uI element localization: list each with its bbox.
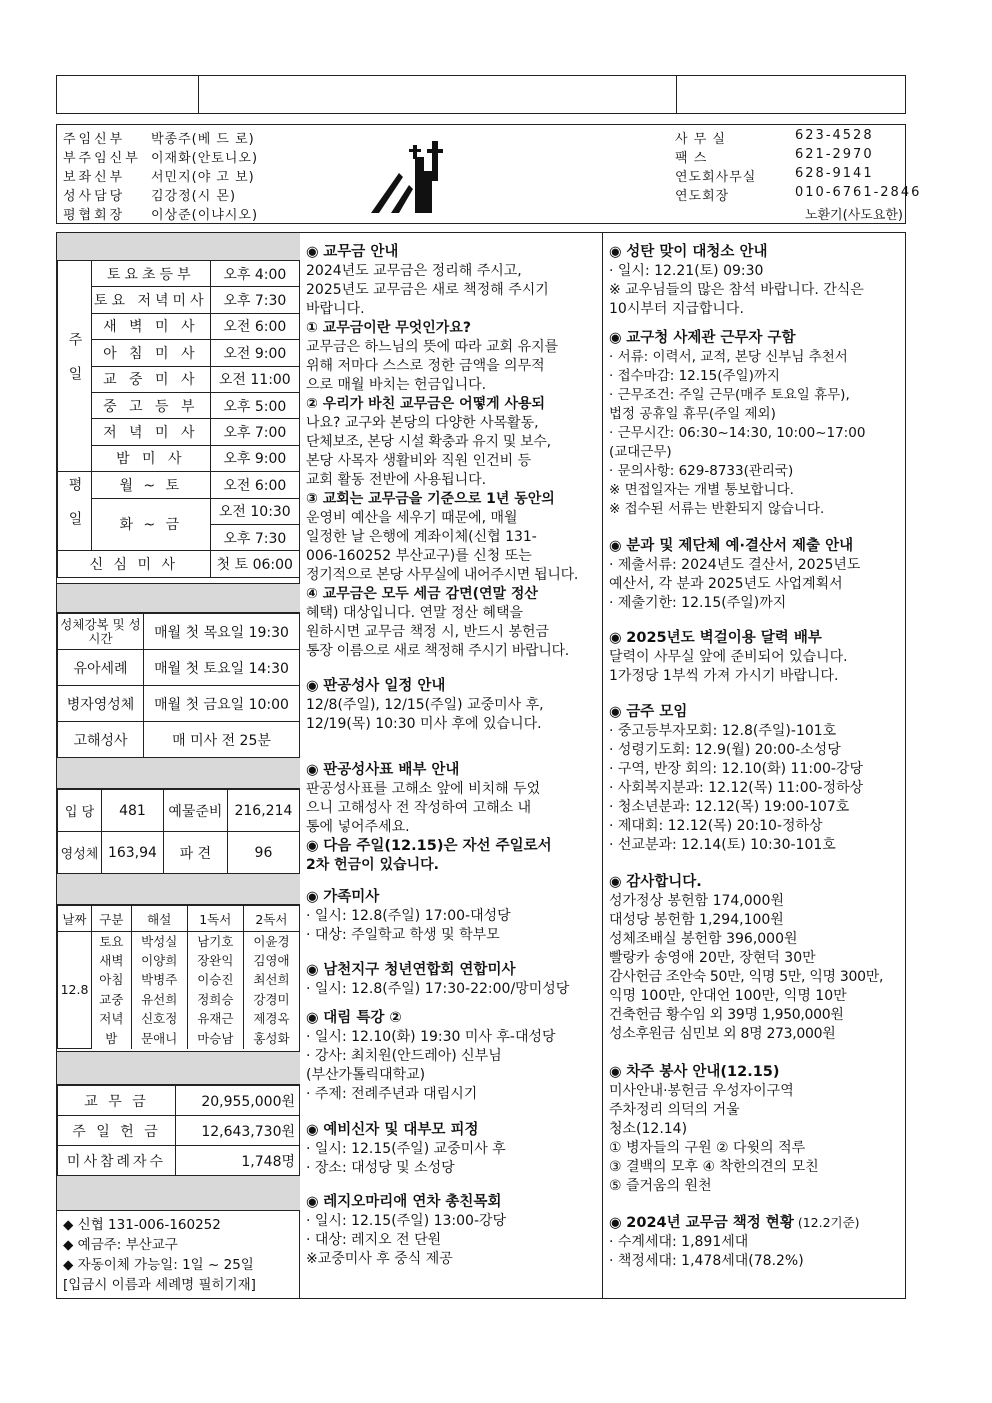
notice-title: ◉ 감사합니다.: [609, 873, 901, 892]
mass-name: 새 벽 미 사: [92, 313, 211, 339]
staff-name: 김강정(시 몬): [151, 189, 237, 204]
notice-section: [609, 537, 901, 613]
notice-section: [609, 243, 901, 319]
staff-row: [63, 185, 236, 204]
stats-cell: 입 당: [58, 790, 102, 832]
notice-title-note: (12.2기준): [797, 1215, 860, 1230]
notice-line: ② 우리가 바친 교무금은 어떻게 사용되: [306, 396, 546, 412]
liturgy-cell: 이승진: [187, 971, 243, 991]
offering-heading: [57, 1051, 300, 1085]
notice-line: 법정 공휴일 휴무(주일 제외): [609, 406, 776, 422]
notice-line: 통장 이름으로 새로 책정해 주시기 바랍니다.: [306, 643, 569, 659]
notice-line: 감사헌금 조안숙 50만, 익명 5만, 익명 300만,: [609, 969, 884, 985]
account-line: ◆ 자동이체 가능일: 1일 ~ 25일: [63, 1257, 254, 1273]
sacrament-row: [58, 722, 300, 758]
notice-line: · 근무시간: 06:30~14:30, 10:00~17:00: [609, 425, 866, 441]
bulletin-date: [57, 76, 199, 113]
stats-cell: 예물준비: [163, 790, 227, 832]
staff-name: 이상준(이냐시오): [151, 208, 259, 223]
notice-line: · 구역, 반장 회의: 12.10(화) 11:00-강당: [609, 761, 863, 777]
notice-title: ◉ 레지오마리애 연차 총친목회: [306, 1193, 598, 1212]
notice-line: 운영비 예산을 세우기 때문에, 매월: [306, 510, 518, 526]
mass-times-heading: [57, 233, 300, 261]
liturgy-cell: 신호정: [131, 1010, 187, 1030]
notice-line: · 수계세대: 1,891세대: [609, 1234, 749, 1250]
offering-value: 20,955,000원: [176, 1086, 300, 1116]
mass-name: 밤 미 사: [92, 445, 211, 471]
notice-line: (교대근무): [609, 444, 672, 460]
notice-line: 성소후원금 심민보 외 8명 273,000원: [609, 1026, 836, 1042]
notice-line: 본당 사목자 생활비와 직원 인건비 등: [306, 453, 532, 469]
staff-name: 이재화(안토니오): [151, 151, 259, 166]
mass-time: 첫 토 06:00: [210, 551, 299, 577]
mass-time: 오전 9:00: [210, 340, 299, 366]
church-logo-icon: [369, 137, 459, 217]
notice-line: ⑤ 즐거움의 원천: [609, 1178, 712, 1194]
notice-title: ◉ 교구청 사제관 근무자 구함: [609, 329, 901, 348]
stats-cell: 파 견: [163, 832, 227, 874]
notice-line: 2025년도 교무금은 새로 책정해 주시기: [306, 282, 549, 298]
mass-time: 오후 7:00: [210, 419, 299, 445]
sacrament-name: 병자영성체: [58, 686, 144, 722]
liturgy-cell: 최선희: [243, 971, 299, 991]
office-row: [675, 166, 903, 185]
notice-line: 예산서, 각 분과 2025년도 사업계획서: [609, 576, 843, 592]
account-line: ◆ 예금주: 부산교구: [63, 1237, 178, 1253]
liturgy-cell: 유재근: [187, 1010, 243, 1030]
liturgy-cell: 유선희: [131, 990, 187, 1010]
notice-title: ◉ 판공성사 일정 안내: [306, 677, 598, 696]
notice-line: 성가정상 봉헌함 174,000원: [609, 893, 784, 909]
mass-name: 중 고 등 부: [92, 392, 211, 418]
liturgy-cell: 토요: [92, 932, 132, 952]
mass-name: 화 ~ 금: [92, 498, 211, 551]
mass-name: 신 심 미 사: [58, 551, 211, 577]
notice-line: · 강사: 최치원(안드레아) 신부님: [306, 1048, 502, 1064]
left-column: [57, 233, 300, 1298]
liturgy-row: [58, 932, 300, 952]
liturgical-week: [677, 76, 905, 113]
stats-cell: 96: [227, 832, 299, 874]
liturgy-cell: 교중: [92, 990, 132, 1010]
mass-row: [58, 445, 300, 471]
liturgy-row: [58, 1029, 300, 1049]
notice-line: (부산가톨릭대학교): [306, 1067, 426, 1083]
church-info-block: [56, 124, 922, 224]
liturgy-cell: 박성실: [131, 932, 187, 952]
notice-line: 빨랑카 송영애 20만, 장현덕 30만: [609, 950, 816, 966]
sacrament-row: [58, 686, 300, 722]
notice-title: ◉ 분과 및 제단체 예·결산서 제출 안내: [609, 537, 901, 556]
mass-time: 오후 5:00: [210, 392, 299, 418]
sacrament-name: 성체강복 및 성시간: [58, 614, 144, 650]
staff-role: 성사담당: [63, 189, 126, 204]
office-value: 621-2970: [795, 147, 874, 162]
mass-name: 교 중 미 사: [92, 366, 211, 392]
office-label: 팩 스: [675, 151, 708, 166]
mass-row: [58, 366, 300, 392]
staff-row: [63, 128, 255, 147]
notice-line: ④ 교무금은 모두 세금 감면(연말 정산: [306, 586, 538, 602]
notice-section: [306, 1009, 598, 1104]
notice-line: · 제출기한: 12.15(주일)까지: [609, 595, 787, 611]
notice-title: ◉ 금주 모임: [609, 703, 901, 722]
liturgy-row: [58, 951, 300, 971]
notice-line: 건축헌금 황수임 외 39명 1,950,000원: [609, 1007, 844, 1023]
notice-line: 나요? 교구와 본당의 다양한 사목활동,: [306, 415, 539, 431]
sacrament-time: 매월 첫 목요일 19:30: [144, 614, 300, 650]
notice-section: [609, 703, 901, 855]
mass-time: 오후 9:00: [210, 445, 299, 471]
mass-name: 아 침 미 사: [92, 340, 211, 366]
notice-line: 혜택) 대상입니다. 연말 정산 혜택을: [306, 605, 524, 621]
offering-row: [58, 1086, 300, 1116]
notice-line: 006-160252 부산교구)를 신청 또는: [306, 548, 532, 564]
mass-time: 오후 4:00: [210, 261, 299, 287]
notice-line: 으로 매월 바치는 헌금입니다.: [306, 377, 487, 393]
mass-time: 오전 6:00: [210, 472, 299, 498]
notice-line: · 대상: 레지오 전 단원: [306, 1232, 442, 1248]
offering-row: [58, 1146, 300, 1176]
notice-line: · 선교분과: 12.14(토) 10:30-101호: [609, 837, 836, 853]
notice-line: · 문의사항: 629-8733(관리국): [609, 463, 794, 479]
offering-table: [57, 1085, 300, 1176]
notice-line: · 대상: 주일학교 학생 및 학부모: [306, 927, 500, 943]
staff-role: 부주임신부: [63, 151, 141, 166]
stats-row: [58, 832, 300, 874]
notice-section: [306, 243, 598, 661]
notice-section: [609, 329, 901, 519]
liturgy-cell: 문애니: [131, 1029, 187, 1049]
notice-line: ③ 교회는 교무금을 기준으로 1년 동안의: [306, 491, 555, 507]
liturgy-heading: [57, 873, 300, 905]
offering-value: 1,748명: [176, 1146, 300, 1176]
stats-heading: [57, 757, 300, 789]
notice-line: 주차정리 의덕의 거울: [609, 1102, 740, 1118]
notice-title: ◉ 남천지구 청년연합회 연합미사: [306, 961, 598, 980]
liturgy-header: 해설: [131, 906, 187, 932]
notice-line: · 일시: 12.21(토) 09:30: [609, 263, 764, 279]
liturgy-row: [58, 1010, 300, 1030]
liturgy-cell: 마승남: [187, 1029, 243, 1049]
sacrament-heading: [57, 583, 300, 613]
liturgy-table: [57, 905, 300, 1049]
notice-section: [306, 1193, 598, 1269]
sacrament-time: 매 미사 전 25분: [144, 722, 300, 758]
notice-line: 교무금은 하느님의 뜻에 따라 교회 유지를: [306, 339, 559, 355]
notice-line: 일정한 날 은행에 계좌이체(신협 131-: [306, 529, 537, 545]
mass-time: 오전 10:30: [210, 498, 299, 524]
mass-name: 저 녁 미 사: [92, 419, 211, 445]
liturgy-cell: 박병주: [131, 971, 187, 991]
notice-line: 으니 고해성사 전 작성하여 고해소 내: [306, 800, 532, 816]
notice-line: 원하시면 교무금 책정 시, 반드시 봉헌금: [306, 624, 550, 640]
staff-row: [63, 204, 258, 223]
staff-row: [63, 147, 258, 166]
account-line: [입금시 이름과 세례명 필히기재]: [63, 1277, 256, 1293]
notice-line: 판공성사표를 고해소 앞에 비치해 두었: [306, 781, 541, 797]
mass-time: 오전 11:00: [210, 366, 299, 392]
notice-line: · 접수마감: 12.15(주일)까지: [609, 368, 780, 384]
liturgy-header: 날짜: [58, 906, 92, 932]
notice-line: 10시부터 지급합니다.: [609, 301, 744, 317]
liturgy-cell: 이윤경: [243, 932, 299, 952]
notice-title: ◉ 성탄 맞이 대청소 안내: [609, 243, 901, 262]
account-heading: [57, 1175, 300, 1211]
liturgy-cell: 아침: [92, 971, 132, 991]
notice-line: 청소(12.14): [609, 1121, 688, 1137]
liturgy-header-row: [58, 906, 300, 932]
staff-row: [63, 166, 255, 185]
liturgy-cell: 정희승: [187, 990, 243, 1010]
notice-line: 위해 저마다 스스로 정한 금액을 의무적: [306, 358, 545, 374]
notice-line: 12/19(목) 10:30 미사 후에 있습니다.: [306, 716, 542, 732]
notice-line: · 장소: 대성당 및 소성당: [306, 1160, 455, 1176]
notice-title: ◉ 판공성사표 배부 안내: [306, 761, 598, 780]
liturgy-cell: 새벽: [92, 951, 132, 971]
staff-name: 서민지(야 고 보): [151, 170, 255, 185]
liturgy-cell: 이양희: [131, 951, 187, 971]
liturgy-header: 구분: [92, 906, 132, 932]
notice-line: ① 교무금이란 무엇인가요?: [306, 320, 471, 336]
sacrament-time: 매월 첫 금요일 10:00: [144, 686, 300, 722]
notice-line: 바랍니다.: [306, 301, 365, 317]
mass-name: 토요초등부: [92, 261, 211, 287]
church-name: [465, 129, 479, 162]
notice-line: ※ 면접일자는 개별 통보합니다.: [609, 482, 794, 498]
notice-line: 2024년도 교무금은 정리해 주시고,: [306, 263, 522, 279]
notice-section: [306, 888, 598, 945]
office-row: [675, 185, 922, 204]
stats-table: [57, 789, 300, 874]
notice-line: · 일시: 12.8(주일) 17:00-대성당: [306, 908, 511, 924]
mass-times-table: [57, 260, 300, 578]
offering-label: 미사참례자수: [58, 1146, 176, 1176]
liturgy-header: 2독서: [243, 906, 299, 932]
liturgy-header: 1독서: [187, 906, 243, 932]
notice-line: ① 병자들의 구원 ② 다윗의 적루: [609, 1140, 806, 1156]
notice-line: · 근무조건: 주일 근무(매주 토요일 휴무),: [609, 387, 850, 403]
mass-row: [58, 340, 300, 366]
office-label: 사 무 실: [675, 132, 726, 147]
notice-title: ◉ 차주 봉사 안내(12.15): [609, 1063, 901, 1082]
notice-line: · 일시: 12.15(주일) 13:00-강당: [306, 1213, 507, 1229]
offering-row: [58, 1116, 300, 1146]
liturgy-row: [58, 971, 300, 991]
notice-line: · 사회복지분과: 12.12(목) 11:00-정하상: [609, 780, 864, 796]
notice-line: 달력이 사무실 앞에 준비되어 있습니다.: [609, 649, 848, 665]
sacrament-name: 고해성사: [58, 722, 144, 758]
offering-label: 교 무 금: [58, 1086, 176, 1116]
notice-title: ◉ 2025년도 벽걸이용 달력 배부: [609, 629, 901, 648]
mass-row: [58, 287, 300, 313]
mass-row: [58, 392, 300, 418]
office-row: [675, 147, 903, 166]
office-value: 623-4528: [795, 128, 874, 143]
liturgy-cell: 홍성화: [243, 1029, 299, 1049]
liturgy-cell: 김영애: [243, 951, 299, 971]
sacrament-row: [58, 614, 300, 650]
stats-cell: 163,94: [102, 832, 164, 874]
mass-time: 오후 7:30: [210, 524, 299, 550]
notice-section: [609, 873, 901, 1044]
liturgy-cell: 저녁: [92, 1010, 132, 1030]
notice-section: [306, 677, 598, 734]
notice-line: 정기적으로 본당 사무실에 내어주시면 됩니다.: [306, 567, 579, 583]
mass-time: 오전 6:00: [210, 313, 299, 339]
notice-line: · 제출서류: 2024년도 결산서, 2025년도: [609, 557, 861, 573]
notice-line: · 일시: 12.10(화) 19:30 미사 후-대성당: [306, 1029, 556, 1045]
notice-line: 익명 100만, 안대언 100만, 익명 10만: [609, 988, 847, 1004]
office-row: [675, 128, 903, 147]
notice-title: ◉ 2024년 교무금 책정 현황 (12.2기준): [609, 1213, 901, 1233]
liturgy-cell: 제경옥: [243, 1010, 299, 1030]
notice-title: ◉ 가족미사: [306, 888, 598, 907]
staff-role: 주임신부: [63, 132, 126, 147]
notice-section: [306, 761, 598, 837]
notice-line: 12/8(주일), 12/15(주일) 교중미사 후,: [306, 697, 544, 713]
liturgy-cell: 장완익: [187, 951, 243, 971]
notice-section: [306, 1121, 598, 1178]
notice-title: ◉ 교무금 안내: [306, 243, 598, 262]
notice-line: 단체보조, 본당 시설 확충과 유지 및 보수,: [306, 434, 551, 450]
notice-line: 교회 활동 전반에 사용됩니다.: [306, 472, 487, 488]
liturgy-cell: 강경미: [243, 990, 299, 1010]
sacrament-time: 매월 첫 토요일 14:30: [144, 650, 300, 686]
notice-line: · 성령기도회: 12.9(월) 20:00-소성당: [609, 742, 841, 758]
notice-title: ◉ 예비신자 및 대부모 피정: [306, 1121, 598, 1140]
liturgy-row: [58, 990, 300, 1010]
liturgy-date: 12.8: [58, 932, 92, 1049]
notice-title: ◉ 대림 특강 ②: [306, 1009, 598, 1028]
stats-cell: 216,214: [227, 790, 299, 832]
offering-label: 주 일 헌 금: [58, 1116, 176, 1146]
offering-value: 12,643,730원: [176, 1116, 300, 1146]
notice-line: 성체조배실 봉헌함 396,000원: [609, 931, 798, 947]
notice-line: · 일시: 12.15(주일) 교중미사 후: [306, 1141, 506, 1157]
liturgy-cell: 밤: [92, 1029, 132, 1049]
notice-line: · 책정세대: 1,478세대(78.2%): [609, 1253, 804, 1269]
staff-role: 보좌신부: [63, 170, 126, 185]
account-info: [63, 1215, 256, 1295]
stats-cell: 481: [102, 790, 164, 832]
office-value: 010-6761-2846: [795, 185, 922, 200]
notice-title: ◉ 다음 주일(12.15)은 자선 주일로서: [306, 837, 598, 856]
mass-row: [58, 313, 300, 339]
main-content: [56, 232, 906, 1299]
notice-line: ③ 결백의 모후 ④ 착한의견의 모친: [609, 1159, 819, 1175]
notice-line: ※ 교우님들의 많은 참석 바랍니다. 간식은: [609, 282, 864, 298]
notice-line: · 서류: 이력서, 교적, 본당 신부님 추천서: [609, 349, 848, 365]
office-label: 연도회장: [675, 189, 730, 204]
sacrament-row: [58, 650, 300, 686]
notice-section: [306, 837, 598, 875]
notice-line: · 일시: 12.8(주일) 17:30-22:00/망미성당: [306, 981, 570, 997]
sunday-label: 주일: [58, 261, 92, 472]
notice-line: 1가정당 1부씩 가져 가시기 바랍니다.: [609, 668, 839, 684]
mass-name: 토요 저녁미사: [92, 287, 211, 313]
mass-time: 오후 7:30: [210, 287, 299, 313]
mass-row: [58, 551, 300, 577]
sacrament-table: [57, 613, 300, 758]
weekday-label: 평일: [58, 472, 92, 551]
staff-name: 박종주(베 드 로): [151, 132, 255, 147]
notice-line: 2차 헌금이 있습니다.: [306, 857, 439, 873]
stats-cell: 영성체: [58, 832, 102, 874]
notice-line: ※교중미사 후 중식 제공: [306, 1251, 453, 1267]
middle-column: [300, 233, 603, 1298]
notice-section: [609, 1213, 901, 1271]
right-column: [603, 233, 904, 1298]
header-bar: [56, 75, 906, 114]
mass-row: [58, 498, 300, 524]
mass-name: 월 ~ 토: [92, 472, 211, 498]
office-label: 연도회사무실: [675, 170, 757, 185]
notice-line: 대성당 봉헌함 1,294,100원: [609, 912, 784, 928]
notice-section: [609, 1063, 901, 1196]
notice-line: · 주제: 전례주년과 대림시기: [306, 1086, 478, 1102]
notice-section: [609, 629, 901, 686]
office-value: 628-9141: [795, 166, 874, 181]
notice-section: [306, 961, 598, 999]
sacrament-name: 유아세례: [58, 650, 144, 686]
stats-row: [58, 790, 300, 832]
notice-line: · 제대회: 12.12(목) 20:10-정하상: [609, 818, 823, 834]
account-line: ◆ 신협 131-006-160252: [63, 1217, 221, 1233]
mass-row: [58, 261, 300, 287]
notice-line: · 중고등부자모회: 12.8(주일)-101호: [609, 723, 837, 739]
liturgy-cell: 남기호: [187, 932, 243, 952]
notice-line: · 청소년분과: 12.12(목) 19:00-107호: [609, 799, 850, 815]
office-value: 노환기(사도요한): [804, 208, 903, 223]
notice-line: ※ 접수된 서류는 반환되지 않습니다.: [609, 501, 825, 517]
mass-row: [58, 472, 300, 498]
notice-line: 미사안내·봉헌금 우성자이구역: [609, 1083, 794, 1099]
staff-role: 평협회장: [63, 208, 126, 223]
mass-row: [58, 419, 300, 445]
year-theme: [199, 76, 677, 113]
notice-line: 통에 넣어주세요.: [306, 819, 410, 835]
